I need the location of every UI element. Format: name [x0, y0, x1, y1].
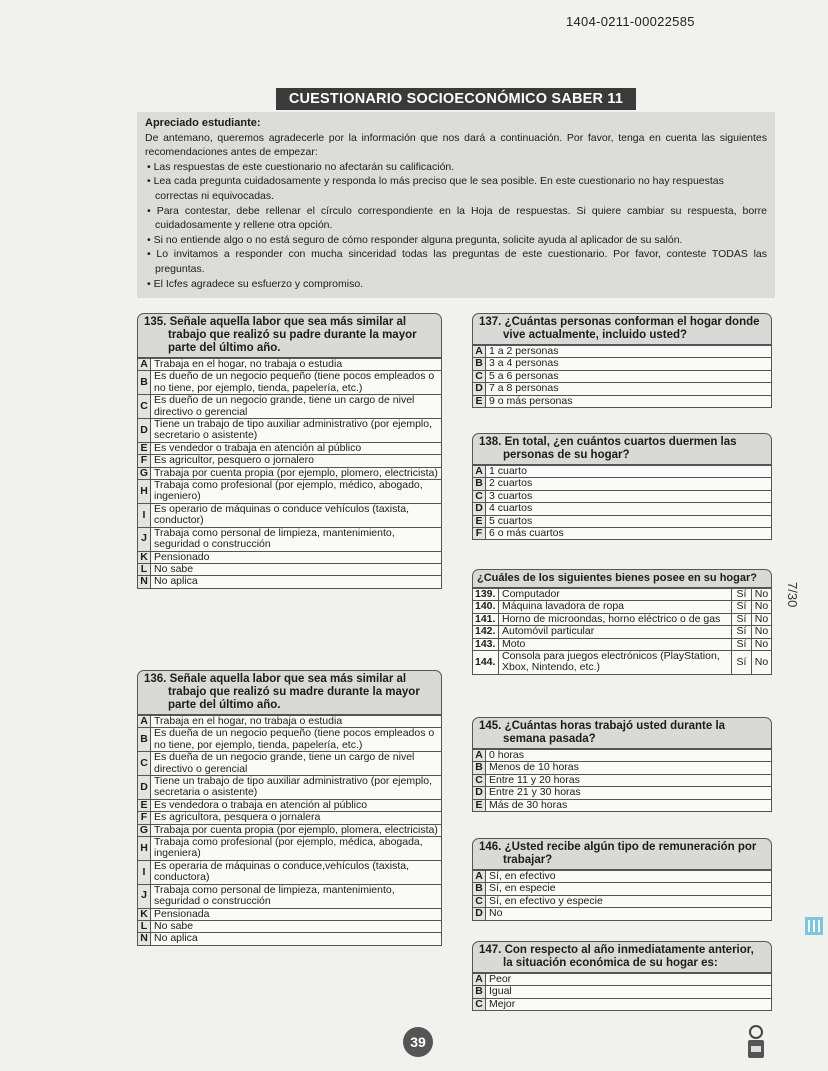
- option-text: No aplica: [151, 576, 442, 588]
- option-row[interactable]: [138, 442, 442, 454]
- option-text: Trabaja en el hogar, no trabaja o estudia: [151, 716, 442, 728]
- option-row[interactable]: [473, 395, 772, 407]
- yes-option[interactable]: Sí: [732, 651, 752, 675]
- option-row[interactable]: [138, 563, 442, 575]
- option-text: Trabaja en el hogar, no trabaja o estudia: [151, 359, 442, 371]
- option-text: 3 cuartos: [486, 490, 772, 502]
- option-text: Igual: [486, 986, 772, 998]
- option-letter: C: [473, 895, 486, 907]
- page-title: CUESTIONARIO SOCIOECONÓMICO SABER 11: [276, 88, 636, 110]
- option-letter: N: [138, 576, 151, 588]
- option-letter: D: [138, 776, 151, 800]
- question-title: 147. Con respecto al año inmediatamente anterior, la situación económica de su hogar es:: [472, 941, 772, 973]
- option-letter: C: [138, 752, 151, 776]
- option-text: Mejor: [486, 998, 772, 1010]
- option-letter: F: [473, 528, 486, 540]
- option-row[interactable]: [473, 370, 772, 382]
- option-letter: H: [138, 480, 151, 504]
- option-letter: D: [138, 419, 151, 443]
- option-letter: D: [473, 503, 486, 515]
- goods-item-text: Horno de microondas, horno eléctrico o de gas: [499, 613, 732, 625]
- option-row[interactable]: [473, 762, 772, 774]
- option-letter: C: [473, 490, 486, 502]
- side-page-count: 7/30: [785, 582, 800, 608]
- document-id: 1404-0211-00022585: [566, 14, 695, 29]
- option-row[interactable]: [138, 837, 442, 861]
- question-138: [472, 433, 772, 540]
- option-text: No: [486, 908, 772, 920]
- option-row[interactable]: [138, 371, 442, 395]
- option-row[interactable]: [138, 527, 442, 551]
- option-letter: E: [473, 515, 486, 527]
- option-row[interactable]: [138, 776, 442, 800]
- option-text: Sí, en especie: [486, 883, 772, 895]
- option-text: No sabe: [151, 563, 442, 575]
- option-letter: B: [473, 883, 486, 895]
- option-row[interactable]: [138, 752, 442, 776]
- option-letter: K: [138, 551, 151, 563]
- question-137: [472, 313, 772, 408]
- option-row[interactable]: [138, 908, 442, 920]
- intro-bullet: • Las respuestas de este cuestionario no afectarán su calificación.: [145, 160, 767, 175]
- option-text: Pensionado: [151, 551, 442, 563]
- option-row[interactable]: [138, 933, 442, 945]
- option-row[interactable]: [473, 774, 772, 786]
- goods-row[interactable]: [473, 601, 772, 613]
- yes-option[interactable]: Sí: [732, 613, 752, 625]
- goods-item-number: 140.: [473, 601, 499, 613]
- option-text: Pensionada: [151, 908, 442, 920]
- option-letter: B: [473, 478, 486, 490]
- question-title: 146. ¿Usted recibe algún tipo de remuneración por trabajar?: [472, 838, 772, 870]
- option-row[interactable]: [473, 503, 772, 515]
- options-table: [137, 358, 442, 589]
- option-letter: G: [138, 824, 151, 836]
- goods-item-text: Máquina lavadora de ropa: [499, 601, 732, 613]
- option-text: 2 cuartos: [486, 478, 772, 490]
- option-text: Entre 21 y 30 horas: [486, 787, 772, 799]
- intro-bullet: • Si no entiende algo o no está seguro de cómo responder alguna pregunta, solicite ayuda al aplicador de su salón.: [145, 233, 767, 248]
- option-text: Entre 11 y 20 horas: [486, 774, 772, 786]
- option-letter: A: [473, 750, 486, 762]
- option-letter: B: [473, 358, 486, 370]
- option-row[interactable]: [473, 490, 772, 502]
- option-letter: B: [138, 728, 151, 752]
- option-text: Más de 30 horas: [486, 799, 772, 811]
- yes-option[interactable]: Sí: [732, 589, 752, 601]
- yes-option[interactable]: Sí: [732, 626, 752, 638]
- goods-item-number: 144.: [473, 651, 499, 675]
- option-letter: F: [138, 812, 151, 824]
- option-row[interactable]: [138, 884, 442, 908]
- option-row[interactable]: [473, 998, 772, 1010]
- option-row[interactable]: [473, 750, 772, 762]
- intro-bullet: • Lea cada pregunta cuidadosamente y responda lo más preciso que le sea posible. En este cuestionario no hay respuestas correctas ni equivocadas.: [145, 174, 767, 203]
- option-row[interactable]: [473, 974, 772, 986]
- option-row[interactable]: [138, 728, 442, 752]
- options-table: [472, 973, 772, 1011]
- goods-item-number: 139.: [473, 589, 499, 601]
- option-letter: A: [473, 466, 486, 478]
- option-text: Sí, en efectivo y especie: [486, 895, 772, 907]
- goods-question: [472, 569, 772, 675]
- yes-option[interactable]: Sí: [732, 601, 752, 613]
- option-row[interactable]: [138, 551, 442, 563]
- option-row[interactable]: [473, 799, 772, 811]
- option-text: Es dueña de un negocio grande, tiene un cargo de nivel directivo o gerencial: [151, 752, 442, 776]
- option-text: 7 a 8 personas: [486, 383, 772, 395]
- option-row[interactable]: [138, 824, 442, 836]
- no-option[interactable]: No: [752, 638, 772, 650]
- option-letter: D: [473, 787, 486, 799]
- option-text: Sí, en efectivo: [486, 871, 772, 883]
- option-letter: B: [138, 371, 151, 395]
- option-text: Es dueña de un negocio pequeño (tiene pocos empleados o no tiene, por ejemplo, tienda, papelería, etc.): [151, 728, 442, 752]
- option-row[interactable]: [473, 895, 772, 907]
- option-text: Tiene un trabajo de tipo auxiliar administrativo (por ejemplo, secretaria o asistente): [151, 776, 442, 800]
- option-text: No aplica: [151, 933, 442, 945]
- option-letter: A: [138, 716, 151, 728]
- goods-row[interactable]: [473, 613, 772, 625]
- no-option[interactable]: No: [752, 589, 772, 601]
- option-row[interactable]: [138, 716, 442, 728]
- option-letter: C: [473, 370, 486, 382]
- option-letter: I: [138, 860, 151, 884]
- option-row[interactable]: [473, 515, 772, 527]
- goods-title: ¿Cuáles de los siguientes bienes posee en su hogar?: [472, 569, 772, 588]
- question-147: [472, 941, 772, 1011]
- option-row[interactable]: [138, 920, 442, 932]
- option-text: Trabaja como personal de limpieza, mantenimiento, seguridad o construcción: [151, 527, 442, 551]
- option-row[interactable]: [473, 466, 772, 478]
- option-letter: C: [138, 395, 151, 419]
- option-letter: E: [138, 799, 151, 811]
- option-text: Trabaja por cuenta propia (por ejemplo, plomero, electricista): [151, 467, 442, 479]
- options-table: [472, 870, 772, 921]
- option-row[interactable]: [473, 787, 772, 799]
- no-option[interactable]: No: [752, 601, 772, 613]
- option-row[interactable]: [138, 359, 442, 371]
- intro-paragraph: De antemano, queremos agradecerle por la información que nos dará a continuación. Por favor, tenga en cuenta las siguientes recomendaciones antes de empezar:: [145, 131, 767, 159]
- option-text: Es dueño de un negocio grande, tiene un cargo de nivel directivo o gerencial: [151, 395, 442, 419]
- option-letter: G: [138, 467, 151, 479]
- option-text: No sabe: [151, 920, 442, 932]
- option-text: 9 o más personas: [486, 395, 772, 407]
- option-text: Tiene un trabajo de tipo auxiliar administrativo (por ejemplo, secretario o asistente): [151, 419, 442, 443]
- option-row[interactable]: [138, 480, 442, 504]
- option-text: Peor: [486, 974, 772, 986]
- option-row[interactable]: [473, 478, 772, 490]
- intro-bullet: • El Icfes agradece su esfuerzo y compromiso.: [145, 277, 767, 292]
- option-letter: K: [138, 908, 151, 920]
- option-text: 1 a 2 personas: [486, 346, 772, 358]
- option-row[interactable]: [138, 467, 442, 479]
- option-text: 1 cuarto: [486, 466, 772, 478]
- options-table: [472, 465, 772, 540]
- option-text: Trabaja como profesional (por ejemplo, médico, abogado, ingeniero): [151, 480, 442, 504]
- goods-item-text: Consola para juegos electrónicos (PlayStation, Xbox, Nintendo, etc.): [499, 651, 732, 675]
- option-letter: D: [473, 383, 486, 395]
- option-letter: B: [473, 986, 486, 998]
- option-text: Trabaja por cuenta propia (por ejemplo, plomera, electricista): [151, 824, 442, 836]
- option-text: 3 a 4 personas: [486, 358, 772, 370]
- option-row[interactable]: [138, 503, 442, 527]
- question-title: 137. ¿Cuántas personas conforman el hogar donde vive actualmente, incluido usted?: [472, 313, 772, 345]
- option-text: Trabaja como profesional (por ejemplo, médica, abogada, ingeniera): [151, 837, 442, 861]
- option-letter: J: [138, 527, 151, 551]
- option-row[interactable]: [473, 358, 772, 370]
- yes-option[interactable]: Sí: [732, 638, 752, 650]
- option-text: 0 horas: [486, 750, 772, 762]
- option-letter: E: [138, 442, 151, 454]
- option-row[interactable]: [138, 860, 442, 884]
- option-letter: E: [473, 799, 486, 811]
- goods-table: [472, 588, 772, 675]
- option-row[interactable]: [138, 419, 442, 443]
- option-row[interactable]: [138, 799, 442, 811]
- option-letter: L: [138, 563, 151, 575]
- option-letter: A: [473, 974, 486, 986]
- option-letter: B: [473, 762, 486, 774]
- options-table: [472, 345, 772, 408]
- option-text: 5 a 6 personas: [486, 370, 772, 382]
- option-text: 4 cuartos: [486, 503, 772, 515]
- option-letter: D: [473, 908, 486, 920]
- option-text: Es vendedor o trabaja en atención al público: [151, 442, 442, 454]
- option-letter: F: [138, 455, 151, 467]
- option-row[interactable]: [473, 383, 772, 395]
- goods-row[interactable]: [473, 651, 772, 675]
- no-option[interactable]: No: [752, 613, 772, 625]
- qr-icon: [805, 917, 823, 935]
- question-title: 136. Señale aquella labor que sea más similar al trabajo que realizó su madre durante la mayor parte del último año.: [137, 670, 442, 715]
- goods-item-text: Computador: [499, 589, 732, 601]
- option-letter: J: [138, 884, 151, 908]
- option-letter: E: [473, 395, 486, 407]
- option-letter: H: [138, 837, 151, 861]
- option-row[interactable]: [138, 812, 442, 824]
- option-row[interactable]: [473, 528, 772, 540]
- option-text: Trabaja como personal de limpieza, mantenimiento, seguridad o construcción: [151, 884, 442, 908]
- goods-row[interactable]: [473, 626, 772, 638]
- option-text: Es operaria de máquinas o conduce,vehículos (taxista, conductora): [151, 860, 442, 884]
- option-text: Menos de 10 horas: [486, 762, 772, 774]
- page-number: 39: [403, 1027, 433, 1057]
- option-row[interactable]: [473, 986, 772, 998]
- option-letter: L: [138, 920, 151, 932]
- question-145: [472, 717, 772, 812]
- option-letter: A: [473, 871, 486, 883]
- option-row[interactable]: [473, 883, 772, 895]
- question-146: [472, 838, 772, 921]
- no-option[interactable]: No: [752, 626, 772, 638]
- option-text: 5 cuartos: [486, 515, 772, 527]
- goods-item-number: 141.: [473, 613, 499, 625]
- option-row[interactable]: [473, 871, 772, 883]
- option-row[interactable]: [473, 908, 772, 920]
- option-letter: C: [473, 998, 486, 1010]
- option-text: Es dueño de un negocio pequeño (tiene pocos empleados o no tiene, por ejemplo, tienda, papelería, etc.): [151, 371, 442, 395]
- goods-item-number: 143.: [473, 638, 499, 650]
- question-title: 138. En total, ¿en cuántos cuartos duermen las personas de su hogar?: [472, 433, 772, 465]
- goods-row[interactable]: [473, 589, 772, 601]
- goods-item-text: Moto: [499, 638, 732, 650]
- option-text: Es operario de máquinas o conduce vehículos (taxista, conductor): [151, 503, 442, 527]
- intro-bullet: • Lo invitamos a responder con mucha sinceridad todas las preguntas de este cuestionario. Por favor, conteste TODAS las preguntas.: [145, 247, 767, 276]
- option-letter: I: [138, 503, 151, 527]
- intro-bullet: • Para contestar, debe rellenar el círculo correspondiente en la Hoja de respuestas. Si quiere cambiar su respuesta, borre cuidadosamente y rellene otra opción.: [145, 204, 767, 233]
- question-title: 145. ¿Cuántas horas trabajó usted durante la semana pasada?: [472, 717, 772, 749]
- option-text: Es agricultor, pesquero o jornalero: [151, 455, 442, 467]
- question-136: [137, 670, 442, 946]
- intro-box: [137, 112, 775, 298]
- question-135: [137, 313, 442, 589]
- goods-item-number: 142.: [473, 626, 499, 638]
- option-letter: N: [138, 933, 151, 945]
- option-text: 6 o más cuartos: [486, 528, 772, 540]
- options-table: [472, 749, 772, 812]
- intro-greeting: Apreciado estudiante:: [145, 117, 261, 129]
- question-title: 135. Señale aquella labor que sea más similar al trabajo que realizó su padre durante la mayor parte del último año.: [137, 313, 442, 358]
- goods-item-text: Automóvil particular: [499, 626, 732, 638]
- option-row[interactable]: [138, 455, 442, 467]
- option-row[interactable]: [138, 576, 442, 588]
- option-letter: A: [473, 346, 486, 358]
- option-text: Es agricultora, pesquera o jornalera: [151, 812, 442, 824]
- option-text: Es vendedora o trabaja en atención al público: [151, 799, 442, 811]
- option-row[interactable]: [473, 346, 772, 358]
- goods-row[interactable]: [473, 638, 772, 650]
- fin-logo-icon: [743, 1024, 769, 1062]
- option-row[interactable]: [138, 395, 442, 419]
- option-letter: C: [473, 774, 486, 786]
- option-letter: A: [138, 359, 151, 371]
- options-table: [137, 715, 442, 946]
- no-option[interactable]: No: [752, 651, 772, 675]
